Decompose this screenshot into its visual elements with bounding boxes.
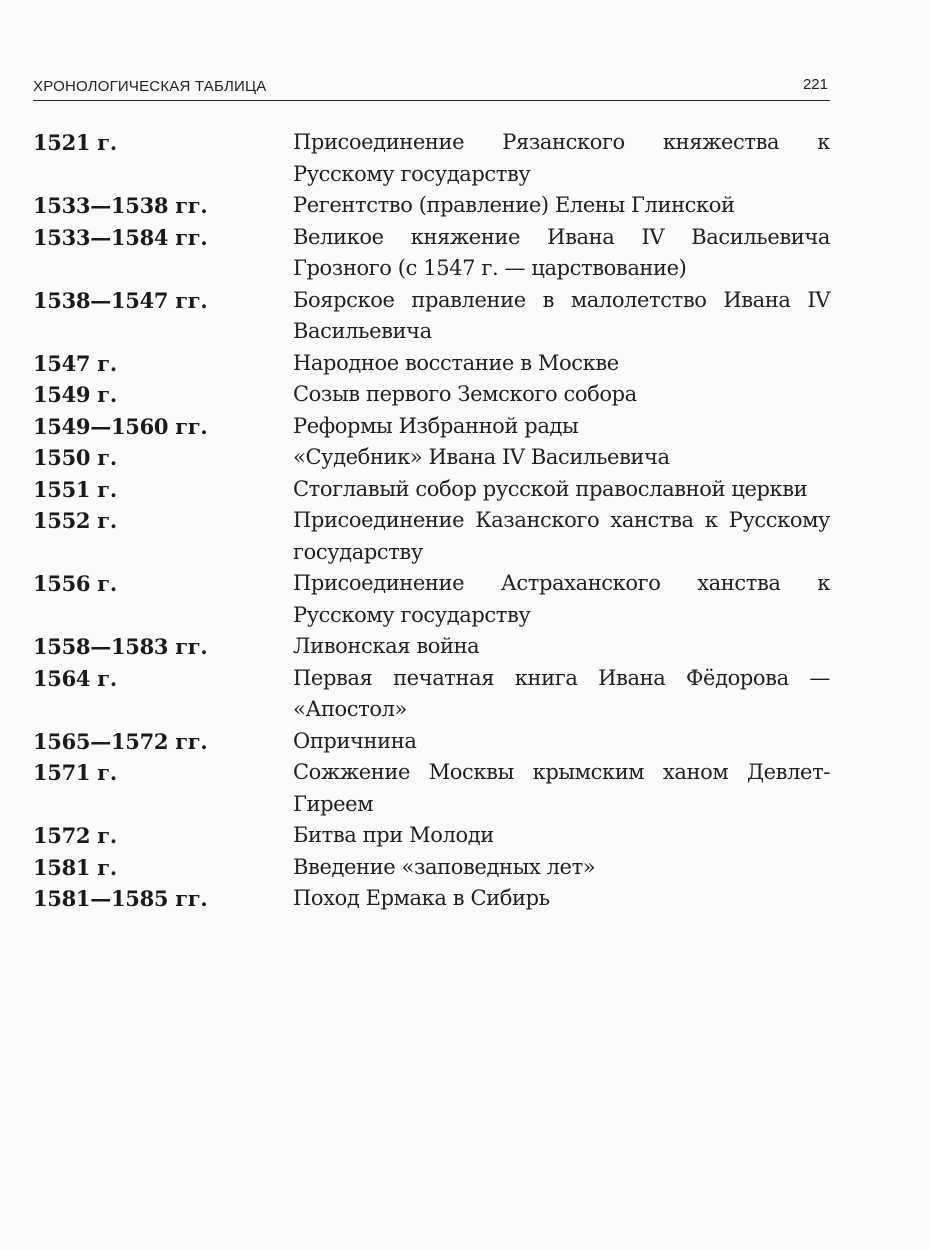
table-row — [33, 883, 830, 915]
row-event: Присоединение Рязанского княжества к Русскому государству — [293, 130, 830, 186]
row-event: Присоединение Казанского ханства к Русскому государству — [293, 508, 830, 564]
row-date: 1550 г. — [33, 445, 117, 470]
row-event: Регентство (правление) Елены Глинской — [293, 193, 735, 217]
table-row — [33, 222, 830, 285]
table-row — [33, 757, 830, 820]
row-date: 1581—1585 гг. — [33, 886, 208, 911]
row-date: 1572 г. — [33, 823, 117, 848]
chronology-table — [33, 127, 830, 915]
table-row — [33, 348, 830, 380]
row-date: 1552 г. — [33, 508, 117, 533]
page-header — [33, 76, 830, 101]
row-event: Реформы Избранной рады — [293, 413, 579, 438]
row-event: Сожжение Москвы крымским ханом Девлет-Гиреем — [293, 760, 830, 816]
row-date: 1558—1583 гг. — [33, 634, 208, 659]
row-event: Ливонская война — [293, 634, 480, 658]
row-event: Стоглавый собор русской православной церкви — [293, 476, 808, 501]
table-row — [33, 631, 830, 663]
row-date: 1551 г. — [33, 476, 117, 502]
row-event: Народное восстание в Москве — [293, 350, 619, 375]
table-row — [33, 127, 830, 190]
row-event: Введение «заповедных лет» — [293, 854, 596, 879]
table-row — [33, 568, 830, 631]
table-row — [33, 285, 830, 348]
row-date: 1547 г. — [33, 350, 117, 376]
table-row — [33, 852, 830, 884]
row-date: 1533—1538 гг. — [33, 193, 208, 218]
table-row — [33, 379, 830, 411]
row-event: Боярское правление в малолетство Ивана IV Васильевича — [293, 287, 830, 343]
row-date: 1581 г. — [33, 854, 117, 880]
row-event: Созыв первого Земского собора — [293, 382, 637, 406]
row-date: 1549—1560 гг. — [33, 413, 208, 439]
page-number: 221 — [802, 76, 828, 93]
table-row — [33, 726, 830, 758]
row-date: 1564 г. — [33, 665, 117, 691]
table-row — [33, 442, 830, 474]
row-event: Великое княжение Ивана IV Васильевича Грозного (с 1547 г. — царствование) — [293, 224, 830, 280]
row-event: Поход Ермака в Сибирь — [293, 886, 550, 910]
table-row — [33, 190, 830, 222]
row-event: Битва при Молоди — [293, 823, 494, 847]
row-date: 1533—1584 гг. — [33, 224, 208, 250]
table-row — [33, 820, 830, 852]
table-row — [33, 663, 830, 726]
row-event: Присоединение Астраханского ханства к Русскому государству — [293, 571, 830, 627]
table-row — [33, 411, 830, 443]
table-row — [33, 505, 830, 568]
row-date: 1571 г. — [33, 760, 117, 785]
row-event: Опричнина — [293, 728, 417, 753]
row-date: 1538—1547 гг. — [33, 287, 208, 313]
row-date: 1549 г. — [33, 382, 117, 407]
row-event: «Судебник» Ивана IV Васильевича — [293, 445, 670, 469]
row-event: Первая печатная книга Ивана Фёдорова — «Апостол» — [293, 665, 830, 721]
table-row — [33, 474, 830, 506]
row-date: 1521 г. — [33, 130, 117, 155]
row-date: 1556 г. — [33, 571, 117, 596]
row-date: 1565—1572 гг. — [33, 728, 208, 754]
section-title: ХРОНОЛОГИЧЕСКАЯ ТАБЛИЦА — [33, 78, 267, 95]
